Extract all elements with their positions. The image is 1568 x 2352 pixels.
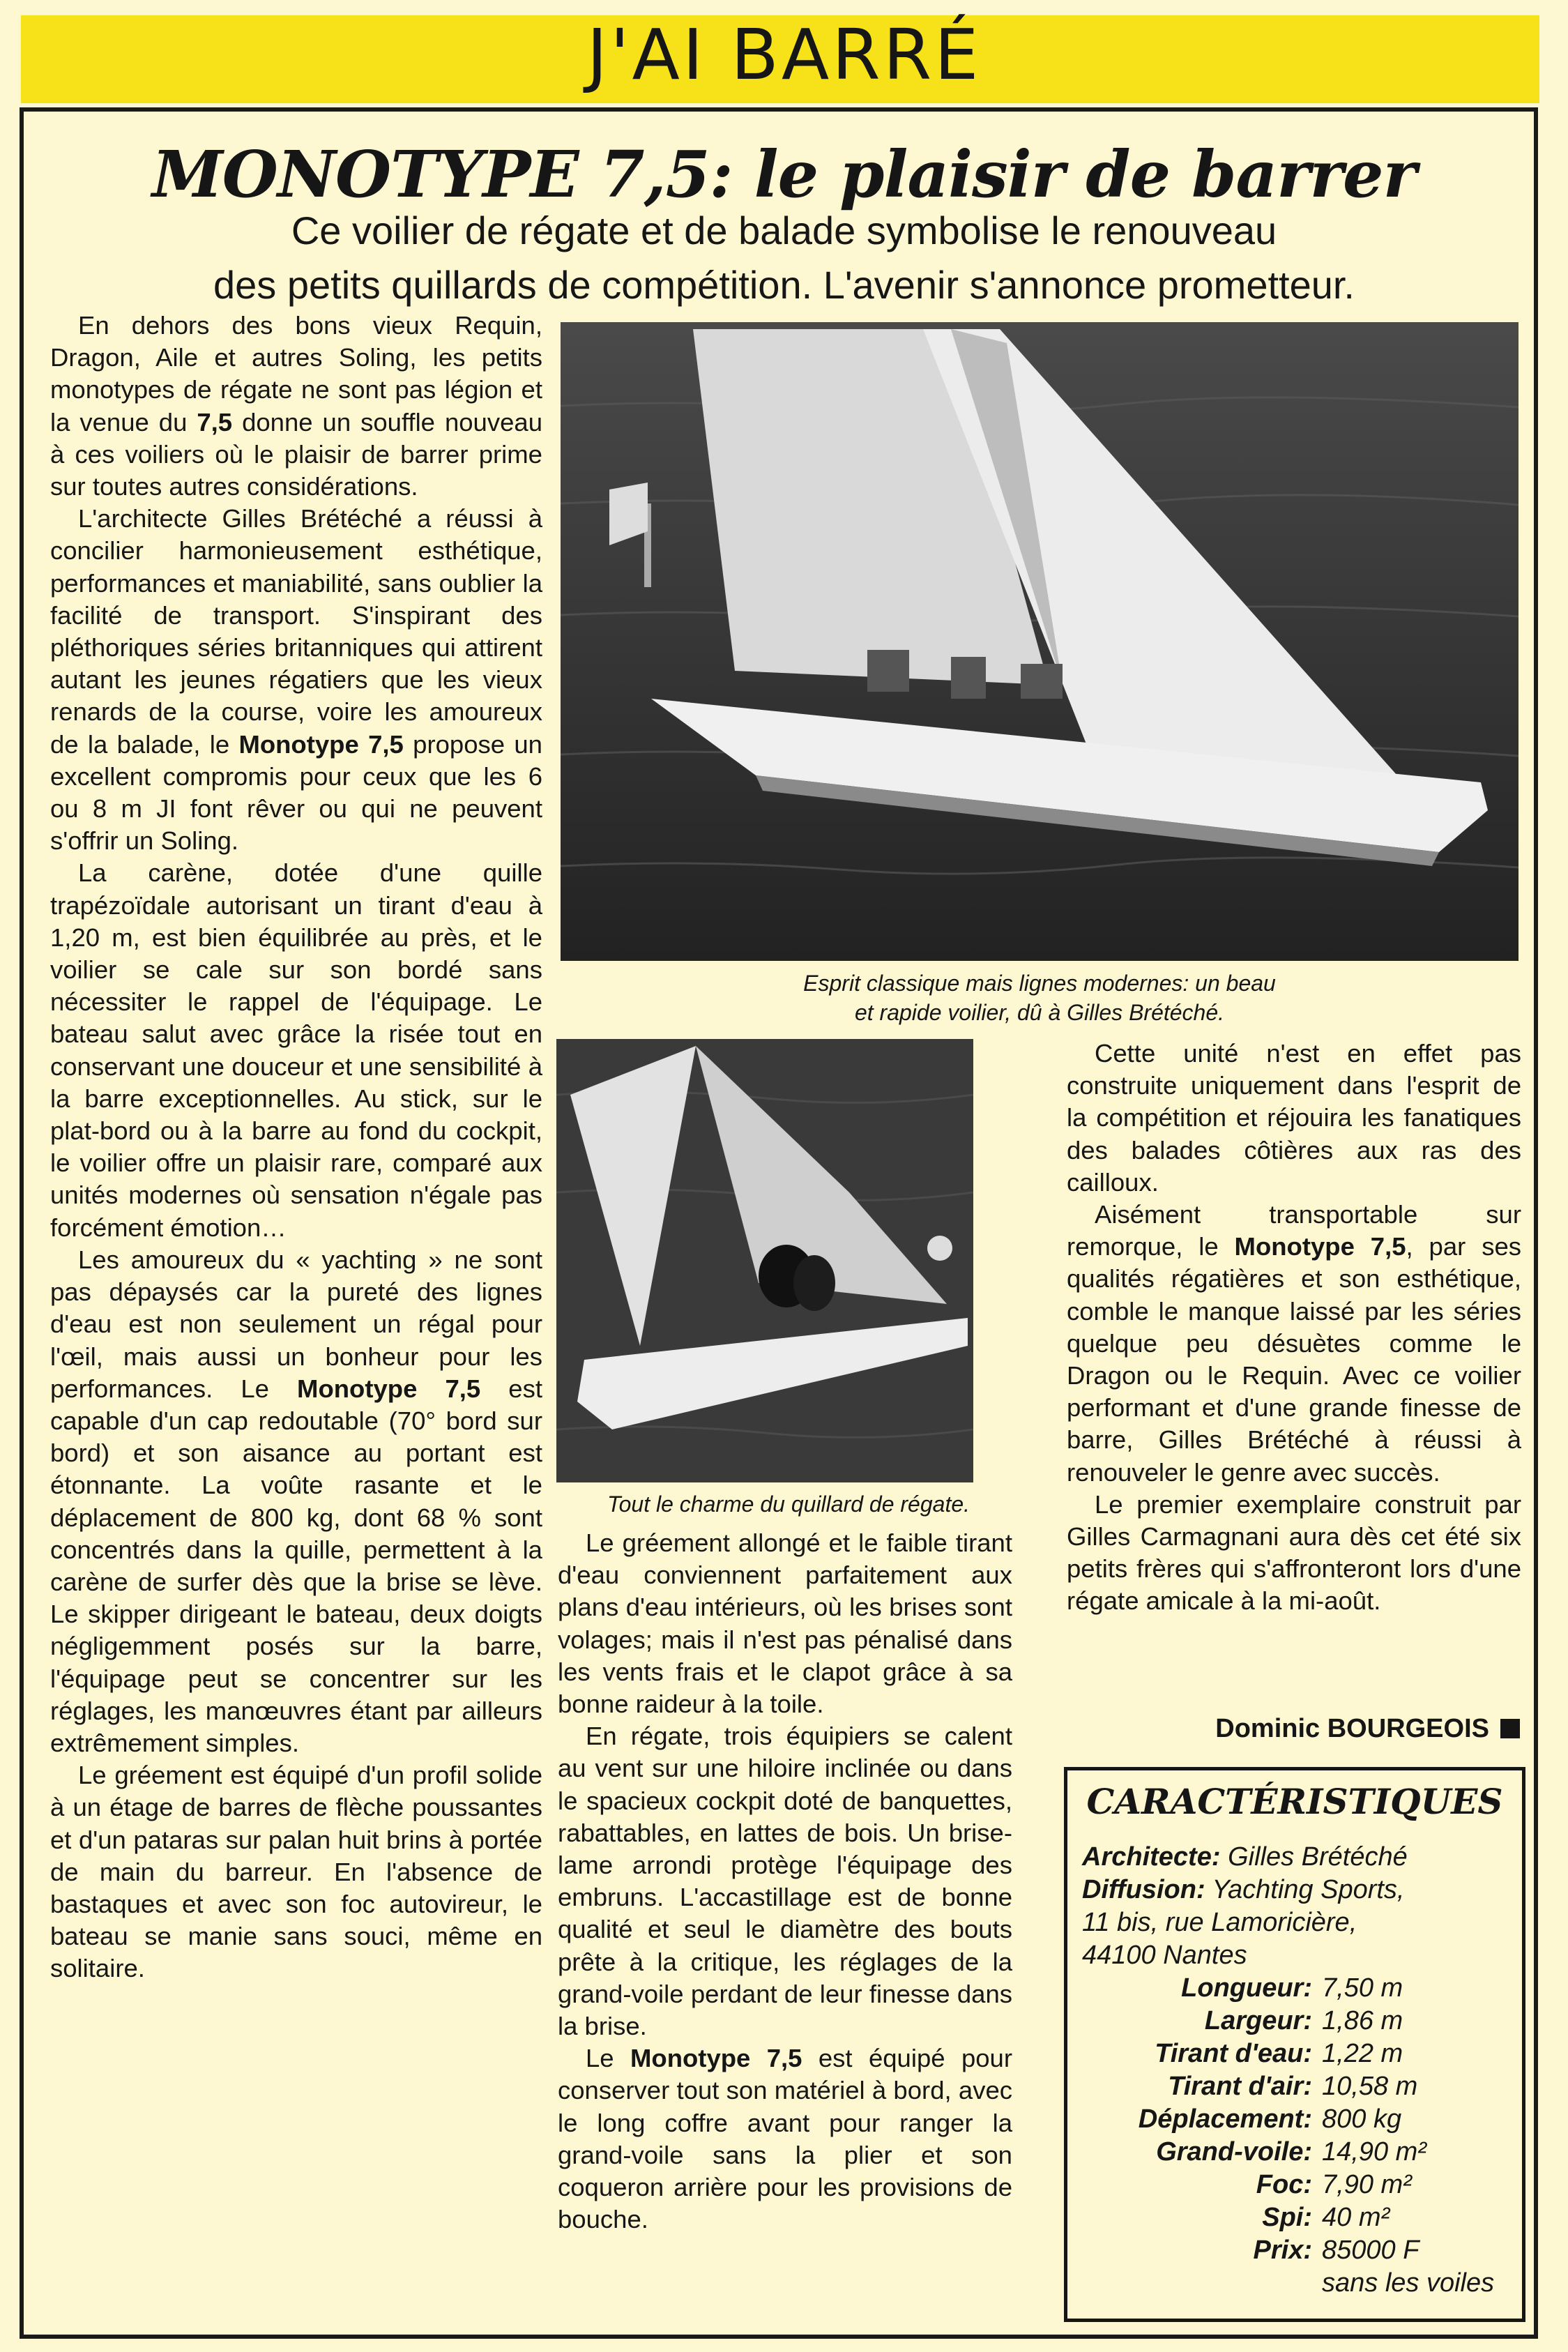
spec-row: Longueur: 7,50 m [1181, 1973, 1403, 2003]
photo-caption-1 [561, 969, 1518, 1027]
body-column-2 [558, 1527, 1012, 2236]
paragraph: La carène, dotée d'une quille trapézoïdale autorisant un tirant d'eau à 1,20 m, est bien équilibrée au près, et le voilier se cale sur son bordé sans nécessiter le rappel de l'équipage. Le bateau salut avec grâce la risée tout en conservant une douceur et une sensibilité à la barre exceptionnelles. Au stick, sur le plat-bord ou à la barre au fond du cockpit, le voilier offre un plaisir rare, comparé aux unités modernes où sensation n'égale pas forcément émotion… [50, 858, 542, 1242]
paragraph: L'architecte Gilles Brétéché a réussi à concilier harmonieusement esthétique, performances et maniabilité, sans oublier la facilité de transport. S'inspirant des pléthoriques séries britanniques qui attirent autant les jeunes régatiers que les vieux renards de la course, voire les amoureux de la balade, le Monotype 7,5 propose un excellent compromis pour ceux que les 6 ou 8 m JI font rêver ou qui ne peuvent s'offrir un Soling. [50, 504, 542, 856]
paragraph: Cette unité n'est en effet pas construite uniquement dans l'esprit de la compétition et réjouira les fanatiques des balades côtières aux ras des cailloux. [1067, 1039, 1521, 1197]
caption-line: Esprit classique mais lignes modernes: un beau [803, 971, 1276, 996]
caption-line: et rapide voilier, dû à Gilles Brétéché. [854, 1000, 1225, 1025]
paragraph: Le gréement allongé et le faible tirant d'eau conviennent parfaitement aux plans d'eau intérieurs, où les brises sont volages; mais il n'est pas pénalisé dans les vents frais et le clapot grâce à sa bonne raideur à la toile. [558, 1528, 1012, 1719]
specs-title: CARACTÉRISTIQUES [1086, 1781, 1503, 1822]
paragraph: Les amoureux du « yachting » ne sont pas dépaysés car la pureté des lignes d'eau est non seulement un régal pour l'œil, mais aussi un bonheur pour les performances. Le Monotype 7,5 est capable d'un cap redoutable (70° bord sur bord) et son aisance au portant est étonnante. La voûte rasante et le déplacement de 800 kg, dont 68 % sont concentrés dans la quille, permettent à la carène de surfer dès que la brise se lève. Le skipper dirigeant le bateau, deux doigts négligemment posés sur la barre, l'équipage peut se concentrer sur les réglages, les manœuvres étant par ailleurs extrêmement simples. [50, 1245, 542, 1757]
sailboat-photo-drawing [561, 322, 1518, 961]
photo-sailboat-heeling [556, 1039, 973, 1482]
standfirst [28, 204, 1540, 312]
body-column-1 [50, 310, 542, 1985]
spec-row: Foc: 7,90 m² [1256, 2170, 1412, 2199]
spec-address-line: 11 bis, rue Lamoricière, [1082, 1908, 1357, 1937]
spec-distribution: Diffusion: Yachting Sports, [1082, 1875, 1405, 1904]
author-name: Dominic BOURGEOIS [1215, 1714, 1489, 1743]
spec-row: Tirant d'eau: 1,22 m [1155, 2039, 1403, 2068]
spec-row: Tirant d'air: 10,58 m [1168, 2072, 1418, 2101]
spec-row: Prix: 85000 F [1253, 2236, 1419, 2265]
paragraph: Le Monotype 7,5 est équipé pour conserver tout son matériel à bord, avec le long coffre avant pour ranger la grand-voile sans la plier et son coqueron arrière pour les provisions de bouche. [558, 2044, 1012, 2234]
paragraph: En dehors des bons vieux Requin, Dragon, Aile et autres Soling, les petits monotypes de régate ne sont pas légion et la venue du 7,5 donne un souffle nouveau à ces voiliers où le plaisir de barrer prime sur toutes autres considérations. [50, 311, 542, 501]
author-signature [1067, 1712, 1520, 1745]
paragraph: En régate, trois équipiers se calent au vent sur une hiloire inclinée ou dans le spacieux cockpit doté de banquettes, rabattables, en lattes de bois. Un brise-lame arrondi protège l'équipage des embruns. L'accastillage est de bonne qualité et seul le diamètre des bouts prête à la critique, les réglages de la grand-voile perdant de leur finesse dans la brise. [558, 1722, 1012, 2041]
body-column-3 [1067, 1038, 1521, 1618]
standfirst-line-2: des petits quillards de compétition. L'avenir s'annonce prometteur. [213, 263, 1355, 307]
photo-sailboat-upwind [561, 322, 1518, 961]
spec-row: Spi: 40 m² [1262, 2203, 1390, 2232]
spec-row: Largeur: 1,86 m [1204, 2006, 1403, 2035]
spec-row: Grand-voile: 14,90 m² [1156, 2137, 1426, 2167]
spec-row: Déplacement: 800 kg [1138, 2104, 1402, 2134]
spec-address-line: 44100 Nantes [1082, 1941, 1247, 1970]
section-label: J'AI BARRÉ [586, 14, 982, 96]
standfirst-line-1: Ce voilier de régate et de balade symbolise le renouveau [291, 208, 1277, 252]
spec-architect: Architecte: Gilles Brétéché [1082, 1842, 1408, 1872]
paragraph: Le premier exemplaire construit par Gilles Carmagnani aura dès cet été six petits frères qui s'affronteront lors d'une régate amicale à la mi-août. [1067, 1489, 1521, 1616]
spec-row-note: sans les voiles [1322, 2268, 1495, 2298]
photo-caption-2: Tout le charme du quillard de régate. [607, 1492, 971, 1517]
specs-list [1082, 1841, 1514, 2300]
paragraph: Aisément transportable sur remorque, le Monotype 7,5, par ses qualités régatières et son esthétique, comble le manque laissé par les séries quelque peu désuètes comme le Dragon ou le Requin. Avec ce voilier performant et d'une grande finesse de barre, Gilles Brétéché à réussi à renouveler le genre avec succès. [1067, 1200, 1522, 1487]
headline: MONOTYPE 7,5: le plaisir de barrer [151, 137, 1417, 212]
paragraph: Le gréement est équipé d'un profil solide à un étage de barres de flèche poussantes et d'un pataras sur palan huit brins à portée de main du barreur. En l'absence de bastaques et avec son foc autovireur, le bateau se manie sans souci, même en solitaire. [50, 1761, 542, 1983]
sailboat-heeling-drawing [556, 1039, 973, 1482]
end-square-icon [1500, 1719, 1520, 1738]
